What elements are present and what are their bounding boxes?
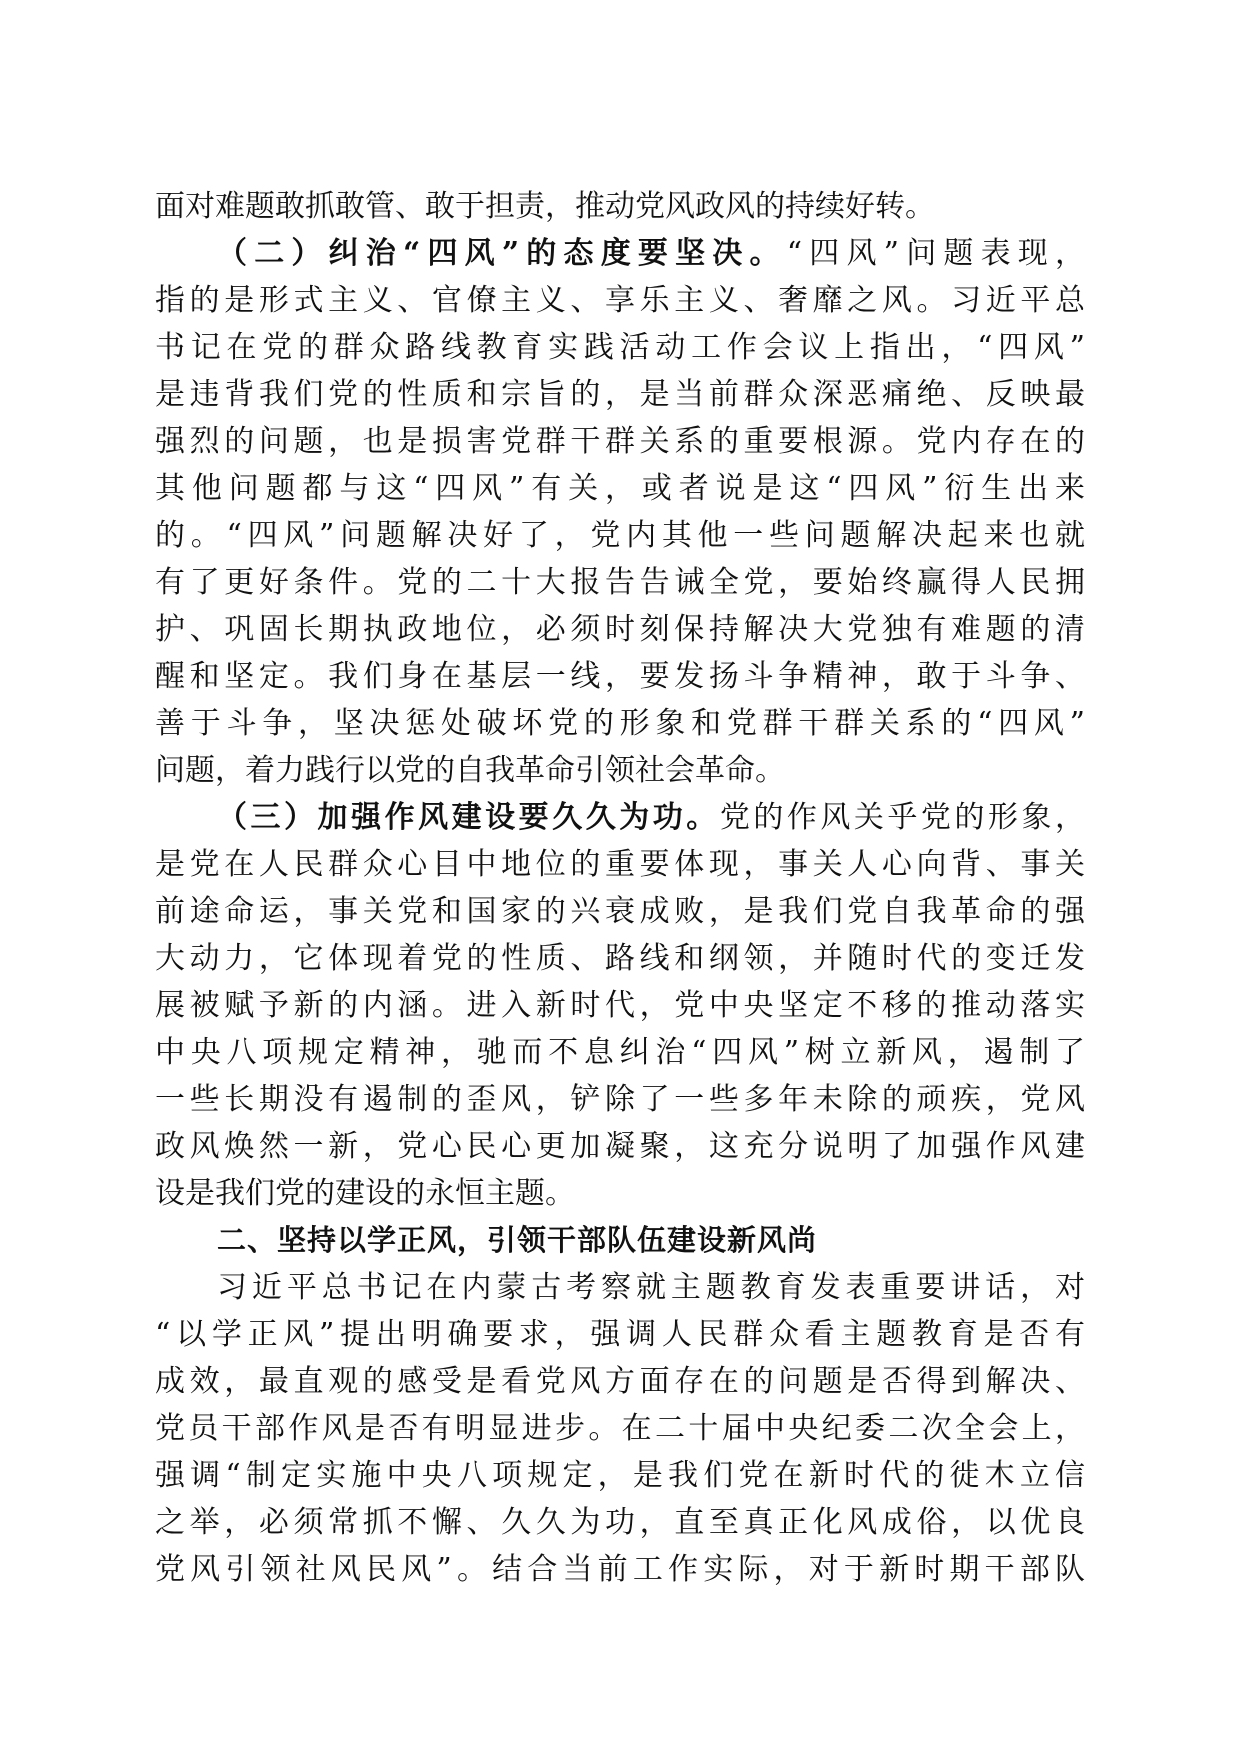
body-line: 成效，最直观的感受是看党风方面存在的问题是否得到解决、 bbox=[155, 1364, 1085, 1399]
body-line: 展被赋予新的内涵。进入新时代，党中央坚定不移的推动落实 bbox=[155, 988, 1085, 1023]
body-line: 护、巩固长期执政地位，必须时刻保持解决大党独有难题的清 bbox=[155, 612, 1085, 647]
subsection-heading: （三）加强作风建设要久久为功。 bbox=[217, 800, 720, 835]
body-line: 有了更好条件。党的二十大报告告诫全党，要始终赢得人民拥 bbox=[155, 565, 1085, 600]
body-line: 其他问题都与这“四风”有关，或者说是这“四风”衍生出来 bbox=[155, 471, 1085, 506]
body-line: 指的是形式主义、官僚主义、享乐主义、奢靡之风。习近平总 bbox=[155, 283, 1085, 318]
body-line: 一些长期没有遏制的歪风，铲除了一些多年未除的顽疾，党风 bbox=[155, 1082, 1085, 1117]
body-line: 的。“四风”问题解决好了，党内其他一些问题解决起来也就 bbox=[155, 518, 1085, 553]
section-heading: 二、坚持以学正风，引领干部队伍建设新风尚 bbox=[217, 1223, 818, 1257]
body-line: 前途命运，事关党和国家的兴衰成败，是我们党自我革命的强 bbox=[155, 894, 1085, 929]
body-line: 强烈的问题，也是损害党群干群关系的重要根源。党内存在的 bbox=[155, 424, 1085, 459]
body-line: 大动力，它体现着党的性质、路线和纲领，并随时代的变迁发 bbox=[155, 941, 1085, 976]
paragraph-first-line bbox=[155, 230, 1085, 277]
body-line: 是党在人民群众心目中地位的重要体现，事关人心向背、事关 bbox=[155, 847, 1085, 882]
body-line: 党员干部作风是否有明显进步。在二十届中央纪委二次全会上， bbox=[155, 1411, 1085, 1446]
body-line: 书记在党的群众路线教育实践活动工作会议上指出，“四风” bbox=[155, 330, 1085, 365]
body-line: 之举，必须常抓不懈、久久为功，直至真正化风成俗，以优良 bbox=[155, 1505, 1085, 1540]
document-page bbox=[155, 183, 1085, 1593]
body-line: 党风引领社风民风”。结合当前工作实际，对于新时期干部队 bbox=[155, 1552, 1085, 1587]
paragraph-first-line bbox=[155, 794, 1085, 841]
body-line: 政风焕然一新，党心民心更加凝聚，这充分说明了加强作风建 bbox=[155, 1129, 1085, 1164]
body-line: “以学正风”提出明确要求，强调人民群众看主题教育是否有 bbox=[155, 1317, 1085, 1352]
body-line: 面对难题敢抓敢管、敢于担责，推动党风政风的持续好转。 bbox=[155, 189, 935, 224]
paragraph-first-line: 习近平总书记在内蒙古考察就主题教育发表重要讲话，对 bbox=[217, 1270, 1085, 1305]
paragraph-text: “四风”问题表现， bbox=[786, 236, 1085, 271]
body-line: 设是我们党的建设的永恒主题。 bbox=[155, 1176, 575, 1211]
body-line: 问题，着力践行以党的自我革命引领社会革命。 bbox=[155, 753, 785, 788]
body-line: 是违背我们党的性质和宗旨的，是当前群众深恶痛绝、反映最 bbox=[155, 377, 1085, 412]
body-line: 醒和坚定。我们身在基层一线，要发扬斗争精神，敢于斗争、 bbox=[155, 659, 1085, 694]
subsection-heading: （二）纠治“四风”的态度要坚决。 bbox=[217, 236, 787, 271]
body-line: 善于斗争，坚决惩处破坏党的形象和党群干群关系的“四风” bbox=[155, 706, 1085, 741]
body-line: 强调“制定实施中央八项规定，是我们党在新时代的徙木立信 bbox=[155, 1458, 1085, 1493]
paragraph-text: 党的作风关乎党的形象， bbox=[719, 800, 1085, 835]
body-line: 中央八项规定精神，驰而不息纠治“四风”树立新风，遏制了 bbox=[155, 1035, 1085, 1070]
